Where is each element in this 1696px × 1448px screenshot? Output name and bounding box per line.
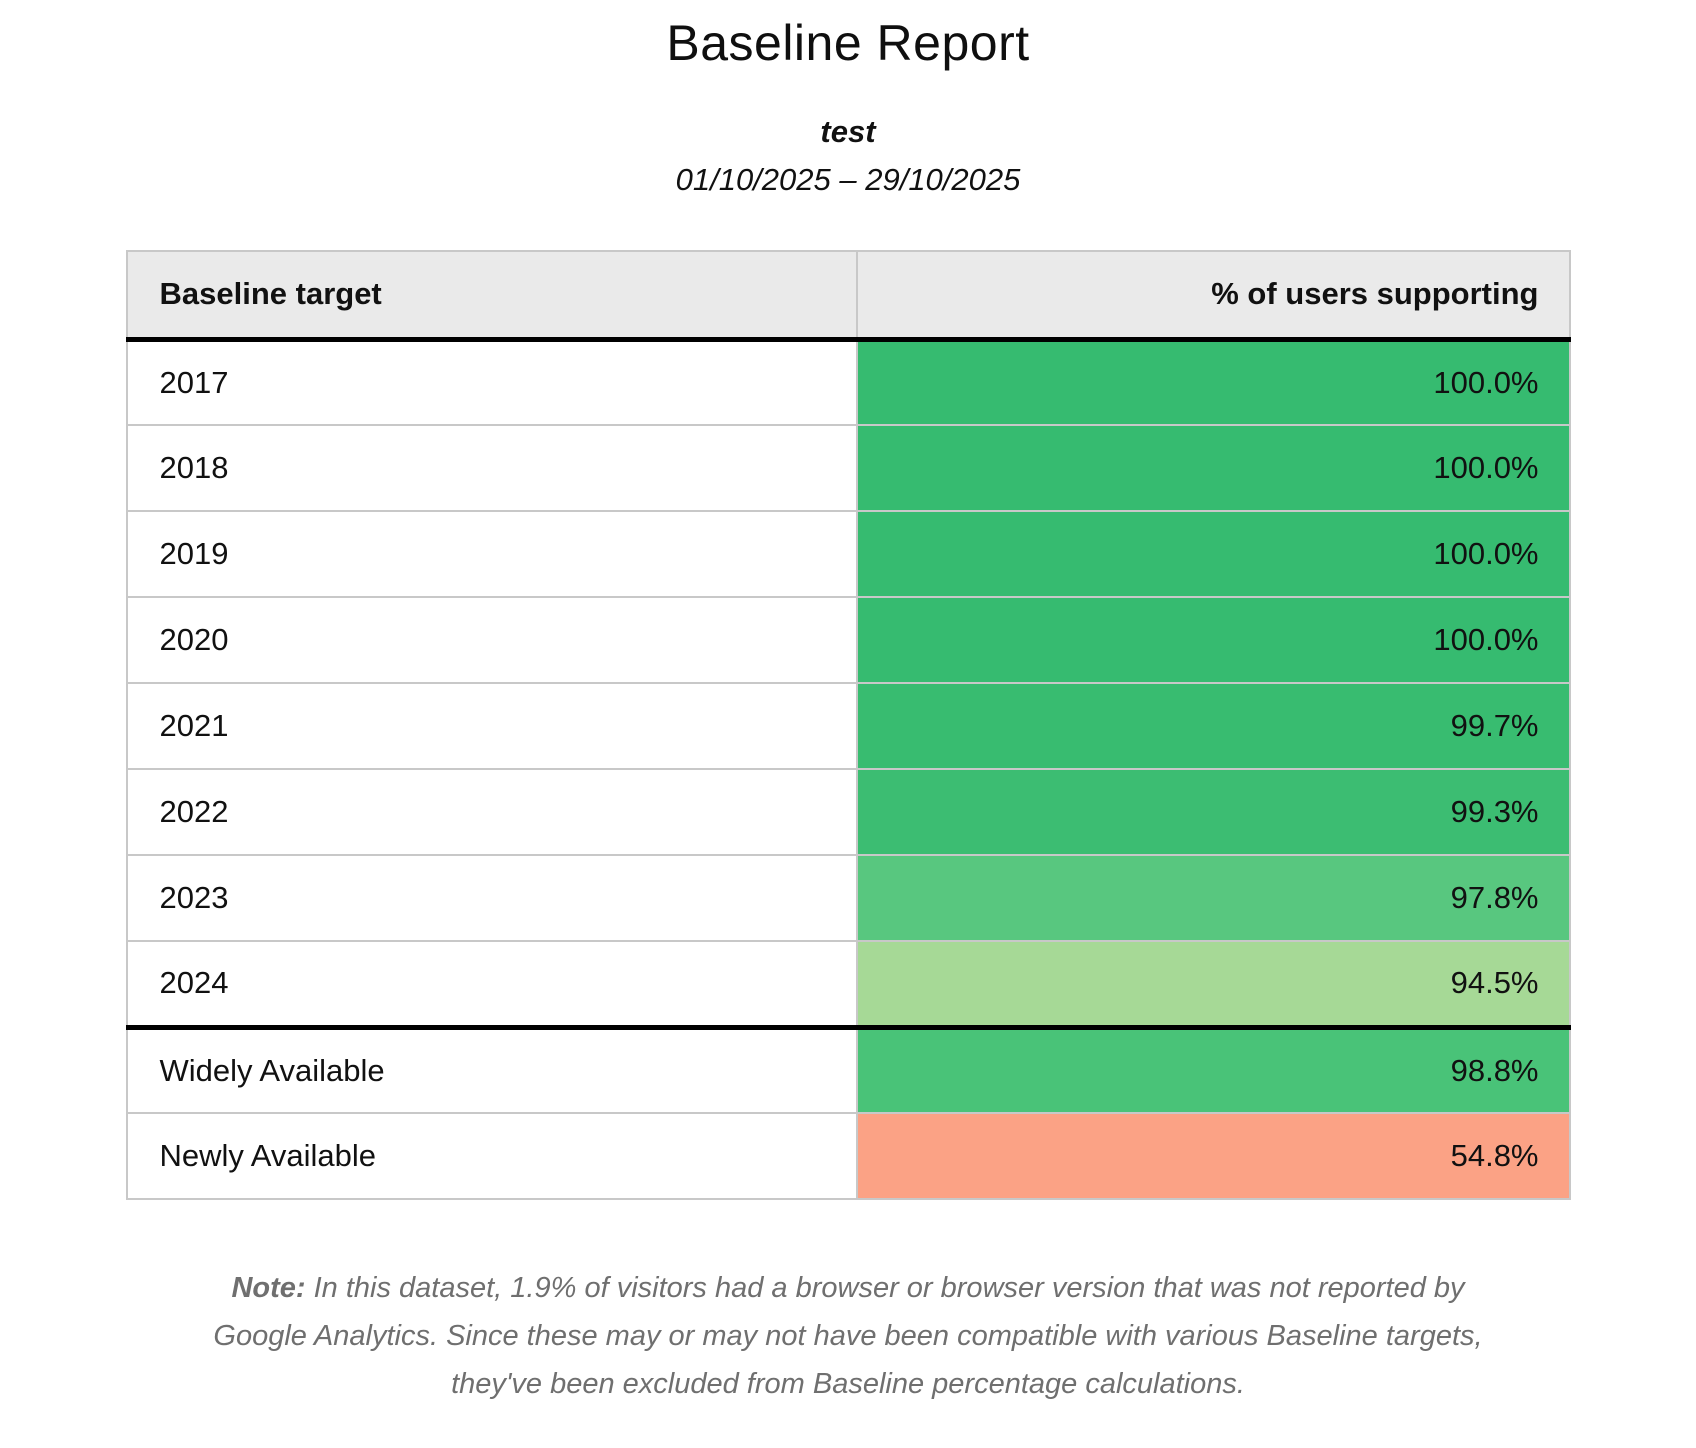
row-label: 2023 [127, 855, 857, 941]
baseline-table [126, 250, 1571, 1200]
table-row-2019 [127, 511, 1570, 597]
row-label: 2020 [127, 597, 857, 683]
row-value: 100.0% [857, 597, 1570, 683]
table-header-row [127, 251, 1570, 339]
row-label: 2017 [127, 339, 857, 425]
row-label: Newly Available [127, 1113, 857, 1199]
table-row-2020 [127, 597, 1570, 683]
page-title: Baseline Report [666, 15, 1030, 71]
row-label: 2019 [127, 511, 857, 597]
note-text: In this dataset, 1.9% of visitors had a browser or browser version that was not reported by Google Analytics. Since these may or may not have been compatible with various Baseline targets, they've been excluded from Baseline percentage calculations. [213, 1272, 1483, 1401]
row-value: 54.8% [857, 1113, 1570, 1199]
row-value: 98.8% [857, 1027, 1570, 1113]
row-label: 2024 [127, 941, 857, 1027]
row-value: 99.7% [857, 683, 1570, 769]
table-row-widely-available [127, 1027, 1570, 1113]
row-value: 100.0% [857, 425, 1570, 511]
row-label: Widely Available [127, 1027, 857, 1113]
table-row-2022 [127, 769, 1570, 855]
column-header-users-supporting: % of users supporting [857, 251, 1570, 339]
row-value: 99.3% [857, 769, 1570, 855]
table-row-2024 [127, 941, 1570, 1027]
column-header-baseline-target: Baseline target [127, 251, 857, 339]
row-label: 2018 [127, 425, 857, 511]
row-value: 100.0% [857, 511, 1570, 597]
note-label: Note: [231, 1272, 306, 1304]
row-value: 94.5% [857, 941, 1570, 1027]
report-note [208, 1264, 1488, 1408]
row-label: 2022 [127, 769, 857, 855]
table-row-2018 [127, 425, 1570, 511]
report-date-range: 01/10/2025 – 29/10/2025 [675, 162, 1021, 197]
table-row-2021 [127, 683, 1570, 769]
table-row-2023 [127, 855, 1570, 941]
row-label: 2021 [127, 683, 857, 769]
table-row-2017 [127, 339, 1570, 425]
table-row-newly-available [127, 1113, 1570, 1199]
row-value: 97.8% [857, 855, 1570, 941]
row-value: 100.0% [857, 339, 1570, 425]
report-subtitle: test [820, 114, 876, 149]
